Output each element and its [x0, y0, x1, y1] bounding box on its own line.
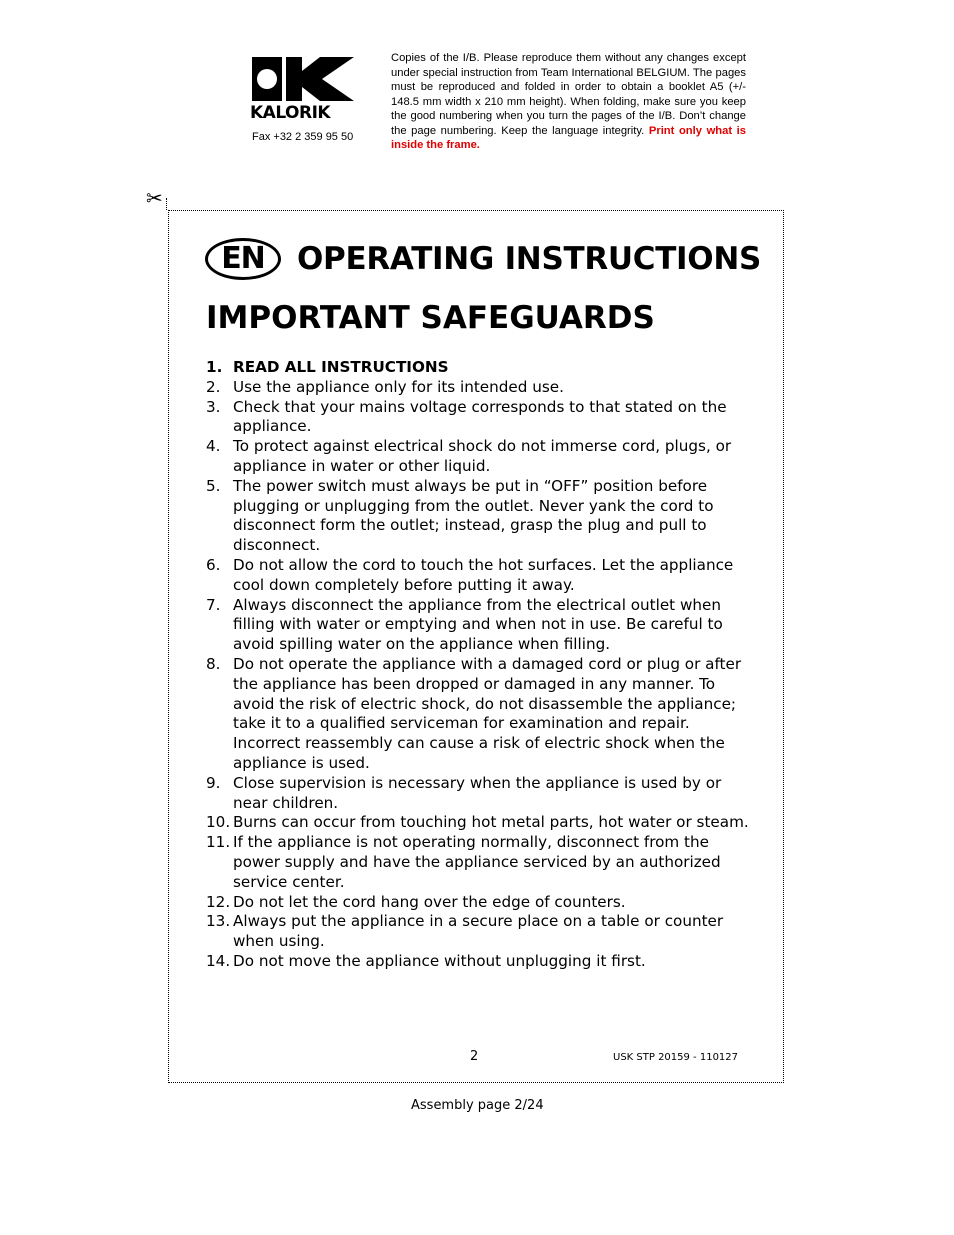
- list-item: [206, 813, 751, 833]
- list-item: [206, 437, 751, 477]
- list-item-number: 2.: [206, 377, 221, 396]
- list-item-number: 6.: [206, 555, 221, 574]
- list-item-number: 8.: [206, 654, 221, 673]
- cut-line: [166, 198, 167, 210]
- document-code: USK STP 20159 - 110127: [613, 1052, 739, 1063]
- list-item-text: Close supervision is necessary when the appliance is used by or near children.: [233, 773, 722, 812]
- section-title: IMPORTANT SAFEGUARDS: [206, 300, 655, 336]
- list-item-text: Do not move the appliance without unplugging it first.: [233, 951, 646, 970]
- list-item-text: Always disconnect the appliance from the electrical outlet when filling with water or emptying and when not in use. Be careful to avoid spilling water on the appliance when filling.: [233, 595, 723, 654]
- list-item-text: To protect against electrical shock do not immerse cord, plugs, or appliance in water or other liquid.: [233, 437, 732, 475]
- list-item-number: 10.: [206, 813, 231, 832]
- list-item-number: 3.: [206, 397, 221, 416]
- list-item-number: 13.: [206, 912, 231, 931]
- list-item: [206, 655, 751, 774]
- list-item-text: Use the appliance only for its intended use.: [233, 377, 564, 396]
- list-item: [206, 398, 751, 438]
- list-item: [206, 596, 751, 655]
- notice-text: Copies of the I/B. Please reproduce them without any changes except under special instruction from Team International BELGIUM. The pages must be reproduced and folded in order to obtain a booklet A5 (+/- 148.5 mm width x 210 mm height). When folding, make sure you keep the good numbering when you turn the pages of the I/B. Don’t change the page numbering. Keep the language integrity.: [391, 52, 746, 137]
- page-title: OPERATING INSTRUCTIONS: [297, 241, 762, 277]
- kalorik-k-icon: [250, 55, 356, 103]
- list-item-number: 1.: [206, 358, 223, 376]
- list-item: [206, 912, 751, 952]
- operating-instructions-heading: [205, 236, 765, 286]
- list-item-text: Check that your mains voltage corresponds to that stated on the appliance.: [233, 397, 727, 436]
- assembly-page: Assembly page 2/24: [411, 1098, 544, 1113]
- list-item: [206, 358, 751, 378]
- scissors-icon: ✂: [146, 186, 163, 210]
- fax-number: Fax +32 2 359 95 50: [252, 131, 354, 143]
- list-item-number: 4.: [206, 437, 221, 456]
- list-item-text: Always put the appliance in a secure place on a table or counter when using.: [233, 912, 724, 951]
- list-item-number: 5.: [206, 476, 221, 495]
- language-badge: EN: [205, 238, 281, 280]
- list-item: [206, 378, 751, 398]
- list-item-text: The power switch must always be put in “OFF” position before plugging or unplugging from the outlet. Never yank the cord to disconnect form the outlet; instead, grasp the plug and pull to disconnect.: [233, 476, 714, 555]
- list-item-text: READ ALL INSTRUCTIONS: [233, 358, 449, 376]
- notice-emphasis: Print only what is inside the frame: [391, 124, 747, 151]
- list-item-number: 9.: [206, 773, 221, 792]
- instructions-list: [206, 358, 751, 972]
- list-item: [206, 556, 751, 596]
- list-item-text: Do not allow the cord to touch the hot surfaces. Let the appliance cool down completely before putting it away.: [233, 555, 734, 594]
- notice-emphasis-end: .: [476, 139, 480, 151]
- list-item: [206, 893, 751, 913]
- list-item: [206, 833, 751, 892]
- print-notice: [391, 51, 746, 153]
- list-item-text: Burns can occur from touching hot metal parts, hot water or steam.: [233, 813, 749, 832]
- list-item-number: 12.: [206, 892, 231, 911]
- list-item: [206, 774, 751, 814]
- list-item-text: If the appliance is not operating normally, disconnect from the power supply and have the appliance serviced by an authorized service center.: [233, 833, 721, 891]
- list-item-text: Do not operate the appliance with a damaged cord or plug or after the appliance has been dropped or damaged in any manner. To avoid the risk of electric shock, do not disassemble the appliance; take it to a qualified serviceman for examination and repair. Incorrect reassembly can cause a risk of electric shock when the appliance is used.: [233, 654, 742, 772]
- brand-name: KALORIK: [250, 103, 331, 123]
- list-item: [206, 477, 751, 556]
- kalorik-logo: [250, 55, 360, 122]
- list-item-number: 14.: [206, 951, 231, 970]
- list-item-text: Do not let the cord hang over the edge of counters.: [233, 892, 626, 911]
- page-number: 2: [470, 1049, 479, 1064]
- list-item-number: 11.: [206, 833, 231, 852]
- list-item-number: 7.: [206, 595, 221, 614]
- list-item: [206, 952, 751, 972]
